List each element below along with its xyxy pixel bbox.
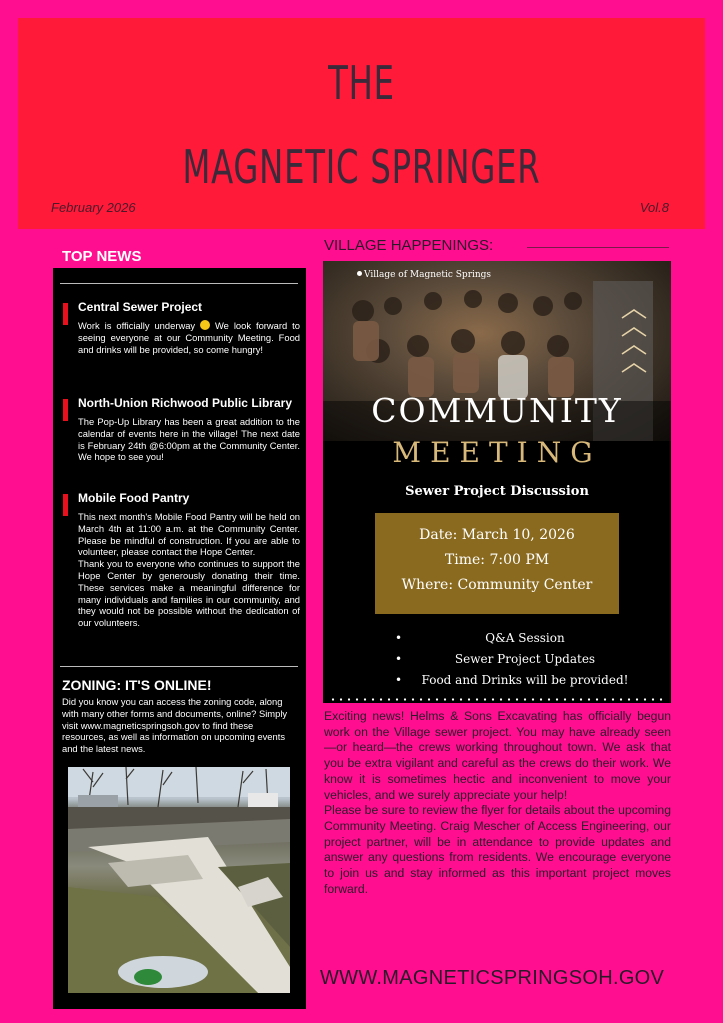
meeting-time: Time: 7:00 PM: [444, 552, 550, 568]
top-news-heading: TOP NEWS: [62, 248, 142, 265]
agenda-item: • Q&A Session: [395, 631, 655, 652]
masthead-title-line2: MAGNETIC SPRINGER: [182, 140, 541, 194]
news-item-library: [63, 395, 300, 463]
village-happenings-heading: VILLAGE HAPPENINGS:: [324, 237, 494, 254]
flyer-headline-meeting: MEETING: [392, 436, 602, 469]
accent-bar: [63, 399, 68, 421]
accent-bar: [63, 494, 68, 516]
community-meeting-flyer: [323, 261, 671, 703]
news-item-body-end: We look forward to seeing everyone at our Community Meeting. Food and drinks will be provided, so come hungry!: [78, 320, 300, 355]
news-item-body: [78, 320, 300, 355]
agenda-item: • Food and Drinks will be provided!: [395, 673, 655, 694]
divider: [527, 247, 669, 248]
zoning-heading: ZONING: IT'S ONLINE!: [62, 677, 212, 693]
flyer-headline-community: COMMUNITY: [371, 391, 623, 430]
meeting-date: Date: March 10, 2026: [419, 527, 575, 543]
masthead-banner: [18, 18, 705, 229]
news-item-title: Mobile Food Pantry: [78, 491, 190, 505]
news-item-title: North-Union Richwood Public Library: [78, 396, 292, 410]
masthead-title-line1: THE: [328, 56, 395, 110]
article-paragraph: Please be sure to review the flyer for details about the upcoming Community Meeting. Craig Mescher of Access Engineering, our project partner, will be in attendance to provide updates and answer any questions from residents. We encourage everyone to join us and stay informed as this important project moves forward.: [324, 803, 671, 896]
divider: [60, 283, 298, 284]
divider: [60, 666, 298, 667]
accent-bar: [63, 303, 68, 325]
meeting-details-box: [375, 513, 619, 614]
bullet-dot-icon: [357, 271, 362, 276]
flyer-brand-text: Village of Magnetic Springs: [364, 270, 492, 280]
meeting-agenda-list: [395, 631, 655, 694]
chevron-up-icon: [621, 327, 647, 337]
news-item-title: Central Sewer Project: [78, 300, 203, 314]
sewer-article: [324, 709, 671, 897]
zoning-body: Did you know you can access the zoning code, along with many other forms and documents, online? Simply visit www.magneticspringsoh.gov to find these resources, as well as information on upcoming events and the latest news.: [62, 696, 288, 755]
news-item-body-start: Work is officially underway: [78, 320, 201, 331]
meeting-location: Where: Community Center: [401, 577, 593, 593]
construction-photo: [68, 767, 290, 993]
news-item-food-pantry: [63, 490, 300, 629]
website-link[interactable]: WWW.MAGNETICSPRINGSOH.GOV: [320, 967, 665, 989]
news-item-body: This next month's Mobile Food Pantry will be held on March 4th at 11:00 a.m. at the Community Center. Please be mindful of construction. If you are able to volunteer, please contact the Hope Center.: [78, 511, 300, 558]
chevron-up-icon: [621, 309, 647, 319]
smiley-icon: [200, 320, 210, 330]
flyer-brand: [357, 270, 491, 280]
chevron-up-icon: [621, 345, 647, 355]
news-item-sewer: [63, 299, 300, 355]
news-item-body: The Pop-Up Library has been a great addition to the calendar of events here in the village! The next date is February 24th @6:00pm at the Community Center. We hope to see you!: [78, 416, 300, 463]
issue-date: February 2026: [51, 200, 136, 215]
chevron-up-icon: [621, 363, 647, 373]
agenda-item: • Sewer Project Updates: [395, 652, 655, 673]
dotted-border: [329, 698, 665, 701]
issue-volume: Vol.8: [639, 200, 669, 215]
news-item-body-thanks: Thank you to everyone who continues to support the Hope Center by generously donating their time. These services make a meaningful difference for many individuals and families in our community, and they would not be possible without the dedication of our volunteers.: [78, 558, 300, 629]
flyer-subtitle: Sewer Project Discussion: [405, 484, 589, 499]
article-paragraph: Exciting news! Helms & Sons Excavating has officially begun work on the Village sewer project. You may have already seen—or heard—the crews working throughout town. We ask that you be extra vigilant and careful as the crews do their work. We know it is sometimes hectic and inconvenient to move your vehicles, and we surely appreciate your help!: [324, 709, 671, 802]
